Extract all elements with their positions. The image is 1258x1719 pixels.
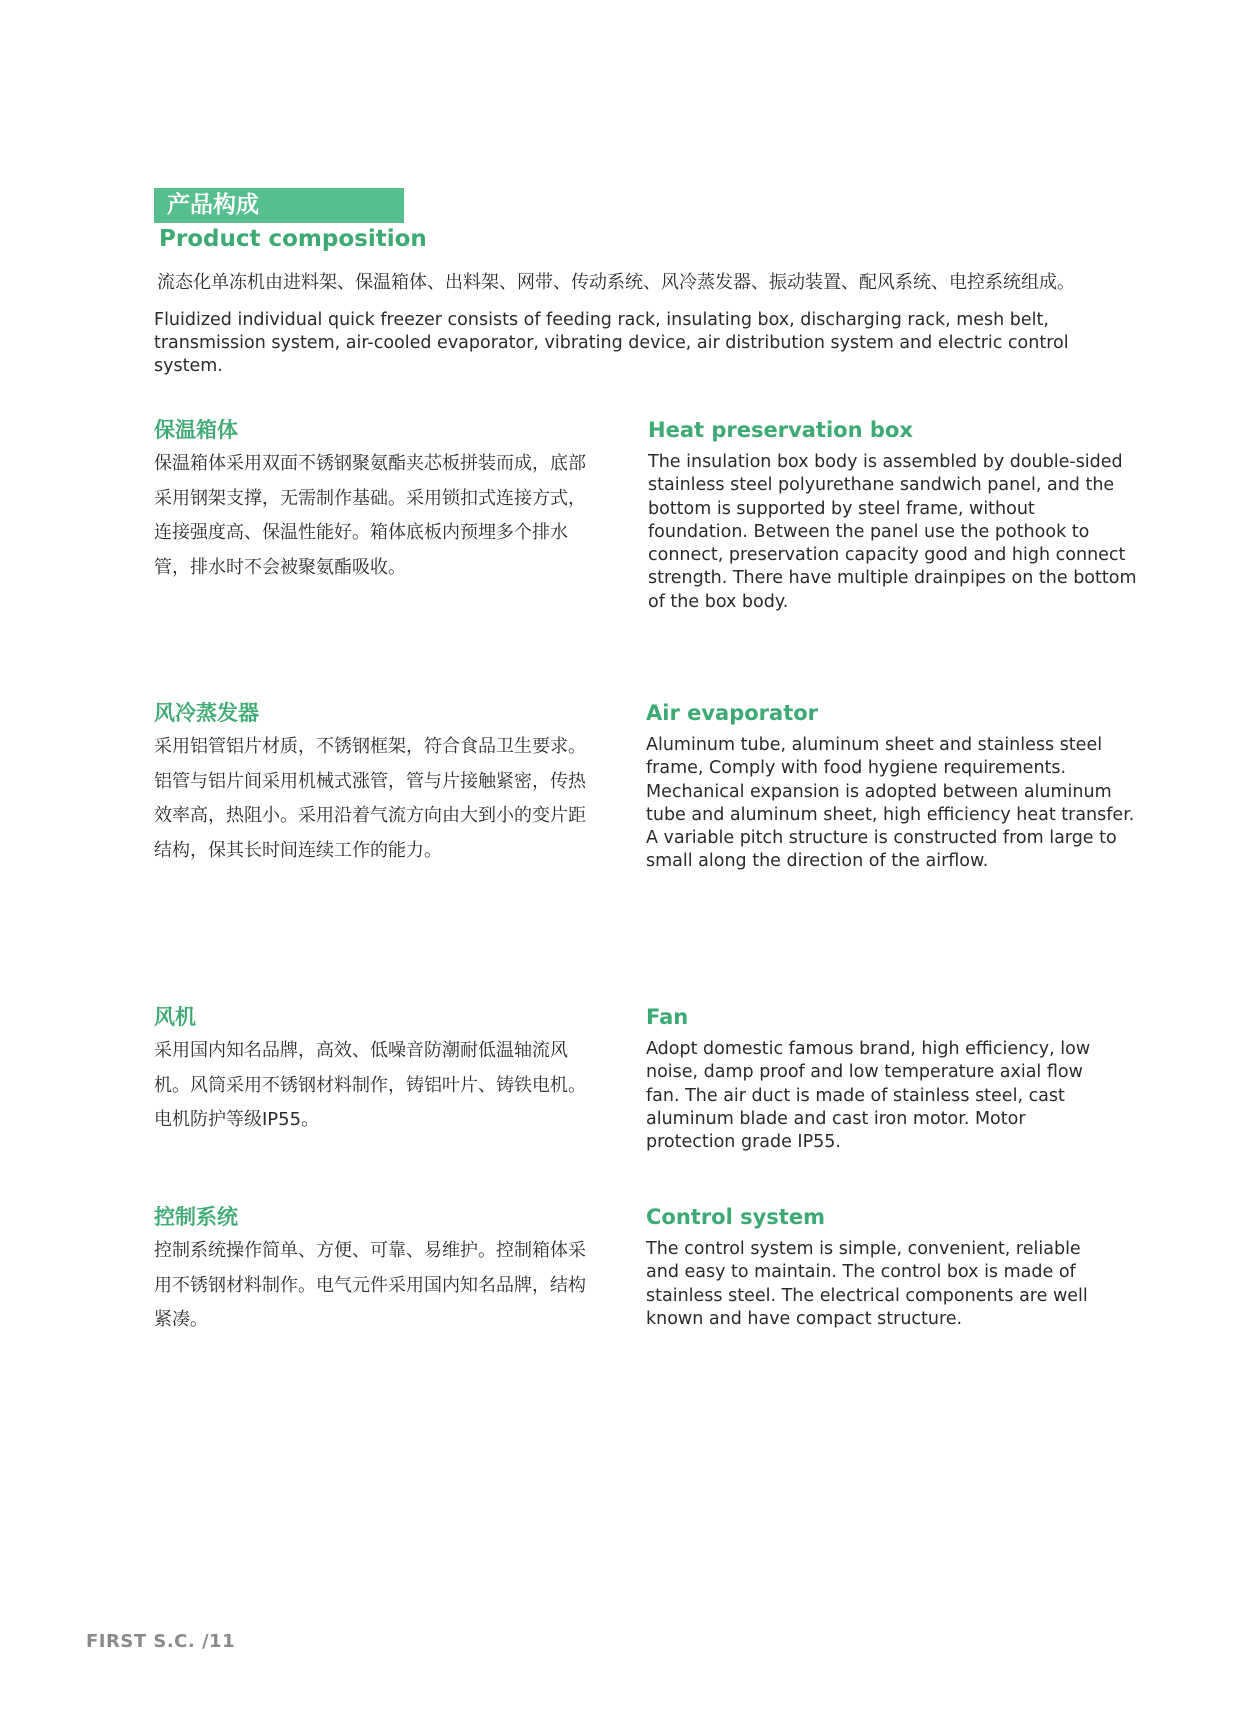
- intro-chinese: 流态化单冻机由进料架、保温箱体、出料架、网带、传动系统、风冷蒸发器、振动装置、配风系统、电控系统组成。: [157, 272, 1075, 293]
- section-heat-box-title-chinese: 保温箱体: [154, 418, 238, 442]
- section-control-title-english: Control system: [646, 1205, 825, 1229]
- intro-english: Fluidized individual quick freezer consists of feeding rack, insulating box, discharging rack, mesh belt, transmission system, air-cooled evaporator, vibrating device, air distribution system and electric control system.: [154, 310, 1069, 376]
- section-evaporator-title-chinese: 风冷蒸发器: [154, 701, 259, 725]
- section-evaporator-title-english: Air evaporator: [646, 701, 819, 725]
- page-title-english: Product composition: [159, 226, 427, 252]
- section-heat-box-body-chinese: 保温箱体采用双面不锈钢聚氨酯夹芯板拼装而成，底部采用钢架支撑，无需制作基础。采用锁扣式连接方式，连接强度高、保温性能好。箱体底板内预埋多个排水管，排水时不会被聚氨酯吸收。: [154, 453, 586, 578]
- section-control-body-english: The control system is simple, convenient, reliable and easy to maintain. The control box is made of stainless steel. The electrical components are well known and have compact structure.: [646, 1239, 1088, 1329]
- section-heat-box-title-english: Heat preservation box: [648, 418, 913, 442]
- section-fan-title-chinese: 风机: [154, 1005, 196, 1029]
- page-footer: FIRST S.C. /11: [86, 1631, 236, 1652]
- section-heat-box-body-english: The insulation box body is assembled by double-sided stainless steel polyurethane sandwich panel, and the bottom is supported by steel frame, without foundation. Between the panel use the pothook to connect, preservation capacity good and high connect strength. There have multiple drainpipes on the bottom of the box body.: [648, 452, 1137, 612]
- section-control-body-chinese: 控制系统操作简单、方便、可靠、易维护。控制箱体采用不锈钢材料制作。电气元件采用国内知名品牌，结构紧凑。: [154, 1240, 586, 1330]
- section-evaporator-body-chinese: 采用铝管铝片材质，不锈钢框架，符合食品卫生要求。铝管与铝片间采用机械式涨管，管与片接触紧密，传热效率高，热阻小。采用沿着气流方向由大到小的变片距结构，保其长时间连续工作的能力。: [154, 736, 586, 861]
- section-fan-body-chinese: 采用国内知名品牌，高效、低噪音防潮耐低温轴流风机。风筒采用不锈钢材料制作，铸铝叶片、铸铁电机。电机防护等级IP55。: [154, 1040, 586, 1130]
- section-control-title-chinese: 控制系统: [154, 1205, 238, 1229]
- section-fan-title-english: Fan: [646, 1005, 689, 1029]
- section-evaporator-body-english: Aluminum tube, aluminum sheet and stainless steel frame, Comply with food hygiene requirements. Mechanical expansion is adopted between aluminum tube and aluminum sheet, high efficiency heat transfer. A variable pitch structure is constructed from large to small along the direction of the airflow.: [646, 735, 1135, 872]
- page-title-chinese: 产品构成: [167, 192, 259, 218]
- section-fan-body-english: Adopt domestic famous brand, high efficiency, low noise, damp proof and low temperature axial flow fan. The air duct is made of stainless steel, cast aluminum blade and cast iron motor. Motor protection grade IP55.: [646, 1039, 1091, 1153]
